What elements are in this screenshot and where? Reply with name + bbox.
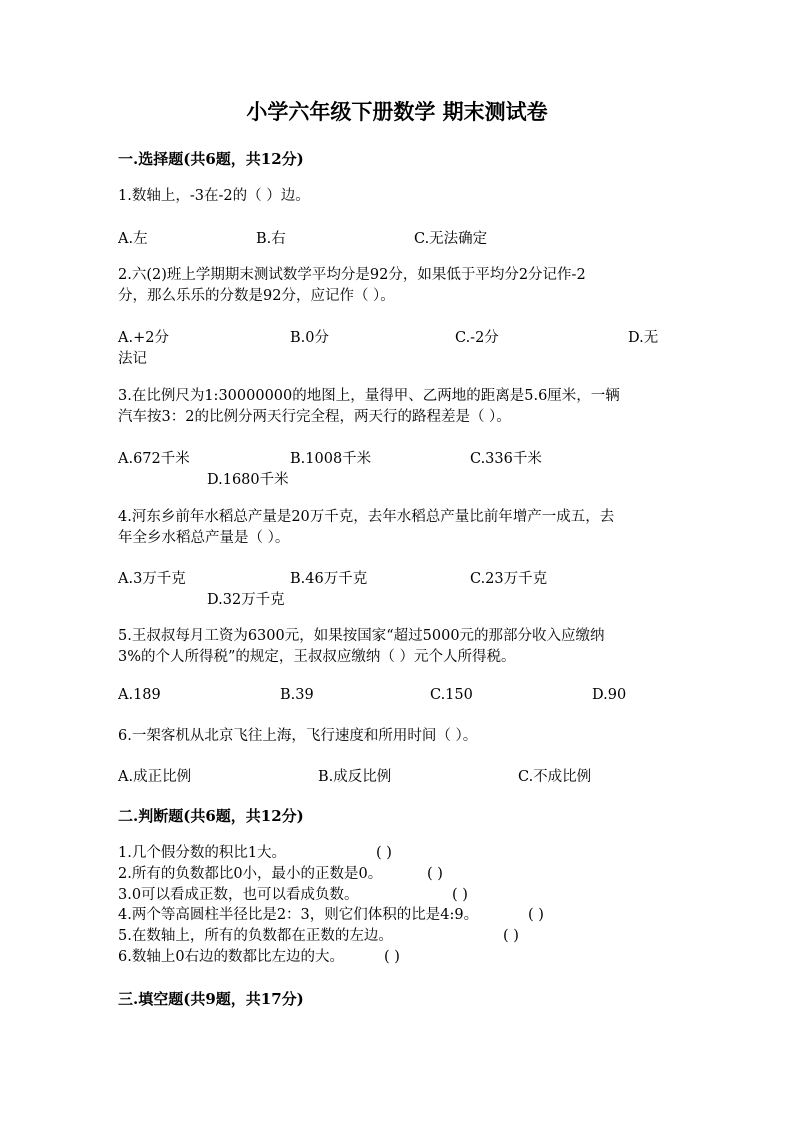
judgement-item-text: 6.数轴上0右边的数都比左边的大。	[118, 949, 345, 965]
question-2-option-d: D.无	[628, 330, 659, 346]
judgement-item-3	[118, 885, 359, 906]
question-3-option-d: D.1680千米	[207, 472, 289, 488]
judgement-answer-blank-4[interactable]: ( )	[528, 907, 544, 923]
question-5-stem-line1: 5.王叔叔每月工资为6300元，如果按国家“超过5000元的那部分收入应缴纳	[118, 628, 605, 644]
judgement-item-5	[118, 926, 393, 947]
question-6-option-c: C.不成比例	[518, 769, 592, 785]
question-4-option-d: D.32万千克	[207, 592, 285, 608]
question-3-stem-line1: 3.在比例尺为1:30000000的地图上，量得甲、乙两地的距离是5.6厘米，一辆	[118, 388, 620, 404]
question-5-stem-line2: 3%的个人所得税”的规定，王叔叔应缴纳（ ）元个人所得税。	[118, 649, 516, 665]
section-heading-fill-blank: 三.填空题(共9题，共17分)	[118, 990, 304, 1008]
question-2-option-d-wrap: 法记	[118, 351, 147, 367]
question-3-option-c: C.336千米	[470, 451, 542, 467]
question-4-stem-line2: 年全乡水稻总产量是（ ）。	[118, 530, 290, 546]
question-4-option-b: B.46万千克	[290, 571, 368, 587]
question-2-stem-line1: 2.六(2)班上学期期末测试数学平均分是92分，如果低于平均分2分记作-2	[118, 267, 586, 283]
judgement-answer-blank-5[interactable]: ( )	[503, 928, 519, 944]
judgement-item-text: 2.所有的负数都比0小，最小的正数是0。	[118, 866, 383, 882]
judgement-item-4	[118, 905, 478, 926]
question-4-option-c: C.23万千克	[470, 571, 548, 587]
question-4-stem-line1: 4.河东乡前年水稻总产量是20万千克，去年水稻总产量比前年增产一成五，去	[118, 509, 615, 525]
question-2-option-b: B.0分	[290, 330, 329, 346]
question-1-option-c: C.无法确定	[414, 231, 488, 247]
question-2-stem-line2: 分，那么乐乐的分数是92分，应记作（ ）。	[118, 288, 395, 304]
question-5-option-d: D.90	[592, 687, 627, 703]
judgement-item-text: 3.0可以看成正数，也可以看成负数。	[118, 887, 359, 903]
judgement-item-2	[118, 864, 382, 885]
judgement-item-text: 4.两个等高圆柱半径比是2：3，则它们体积的比是4:9。	[118, 907, 479, 923]
judgement-item-text: 5.在数轴上，所有的负数都在正数的左边。	[118, 928, 393, 944]
judgement-item-text: 1.几个假分数的积比1大。	[118, 845, 287, 861]
question-1-stem: 1.数轴上，-3在-2的（ ）边。	[118, 188, 310, 204]
judgement-answer-blank-3[interactable]: ( )	[452, 887, 468, 903]
question-3-option-a: A.672千米	[118, 451, 190, 467]
question-1-option-b: B.右	[256, 231, 286, 247]
question-6-option-a: A.成正比例	[118, 769, 192, 785]
page-title: 小学六年级下册数学 期末测试卷	[246, 99, 548, 124]
judgement-answer-blank-2[interactable]: ( )	[427, 866, 443, 882]
question-6-option-b: B.成反比例	[318, 769, 392, 785]
judgement-item-1	[118, 843, 286, 864]
question-5-option-a: A.189	[118, 687, 161, 703]
judgement-item-6	[118, 947, 344, 968]
question-6-stem: 6.一架客机从北京飞往上海，飞行速度和所用时间（ ）。	[118, 728, 478, 744]
question-4-option-a: A.3万千克	[118, 571, 186, 587]
question-3-stem-line2: 汽车按3：2的比例分两天行完全程，两天行的路程差是（ ）。	[118, 409, 511, 425]
question-5-option-c: C.150	[430, 687, 473, 703]
question-1-option-a: A.左	[118, 231, 148, 247]
question-2-option-c: C.-2分	[455, 330, 499, 346]
judgement-answer-blank-1[interactable]: ( )	[376, 845, 392, 861]
question-2-option-a: A.+2分	[118, 330, 169, 346]
section-heading-choice: 一.选择题(共6题，共12分)	[118, 150, 304, 168]
question-5-option-b: B.39	[280, 687, 314, 703]
question-3-option-b: B.1008千米	[290, 451, 372, 467]
judgement-answer-blank-6[interactable]: ( )	[384, 949, 400, 965]
section-heading-judgement: 二.判断题(共6题，共12分)	[118, 807, 304, 825]
